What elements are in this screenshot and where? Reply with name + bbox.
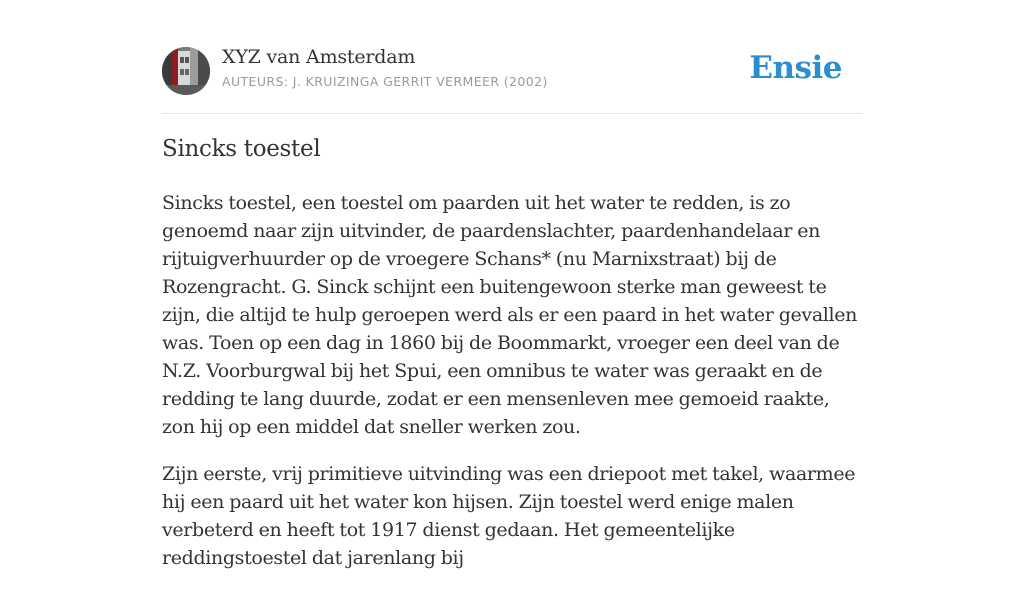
entry-title: Sincks toestel [162,136,321,162]
entry-paragraph: Zijn eerste, vrij primitieve uitvinding was een driepoot met takel, waarmee hij een paard uit het water kon hijsen. Zijn toestel werd enige malen verbeterd en heeft tot 1917 dienst gedaan. Het gemeentelijke reddingstoestel dat jarenlang bij [162,463,856,569]
street-photo-icon [162,47,210,95]
page-container [162,0,862,569]
book-header [162,0,862,114]
book-authors: AUTEURS: J. KRUIZINGA GERRIT VERMEER (2002) [222,74,548,89]
book-title[interactable]: XYZ van Amsterdam [222,46,416,68]
book-cover-avatar[interactable] [162,47,210,95]
entry-paragraph: Sincks toestel, een toestel om paarden uit het water te redden, is zo genoemd naar zijn uitvinder, de paardenslachter, paardenhandelaar en rijtuigverhuurder op de vroegere Schans* (nu Marnixstraat) bij de Rozengracht. G. Sinck schijnt een buitengewoon sterke man geweest te zijn, die altijd te hulp geroepen werd als er een paard in het water gevallen was. Toen op een dag in 1860 bij de Boommarkt, vroeger een deel van de N.Z. Voorburgwal bij het Spui, een omnibus te water was geraakt en de redding te lang duurde, zodat er een mensenleven mee gemoeid raakte, zon hij op een middel dat sneller werken zou. [162,192,858,438]
ensie-logo-link[interactable]: Ensie [749,50,842,86]
entry-body [162,189,862,591]
